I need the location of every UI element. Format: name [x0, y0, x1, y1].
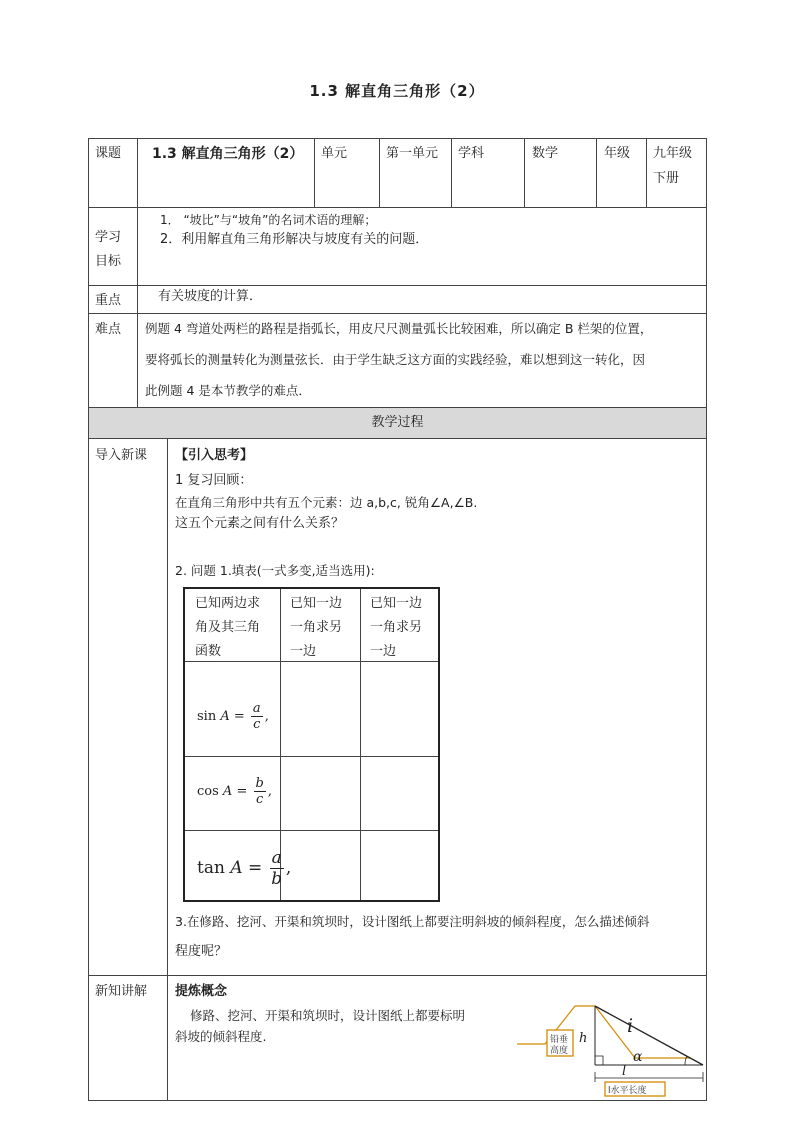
review-line-2: 这五个元素之间有什么关系？: [175, 516, 345, 531]
label-alpha: α: [633, 1049, 643, 1065]
formula-sin: sin A = $\frac{a}{c}$ ,: [197, 701, 269, 732]
col-line: [596, 138, 597, 207]
review-title: 1 复习回顾：: [175, 473, 253, 488]
row-line: [88, 975, 707, 976]
review-line-1: 在直角三角形中共有五个元素：边 a,b,c, 锐角∠A,∠B.: [175, 495, 478, 510]
label-h: h: [579, 1031, 588, 1046]
embankment-outline: [517, 1006, 690, 1058]
label-l: l: [622, 1064, 627, 1079]
table-header-3-line1: 已知一边: [370, 596, 423, 611]
goal-item-1: 1． “坡比”与“坡角”的名词术语的理解；: [160, 213, 377, 227]
topic-value: 1.3 解直角三角形（2）: [152, 146, 304, 162]
table-header-3-line3: 一边: [370, 644, 397, 659]
table-header-1-line2: 角及其三角: [195, 620, 261, 635]
table-border-top: [88, 138, 707, 139]
label-key-point: 重点: [95, 293, 122, 308]
formula-cos-fn: cos: [197, 784, 219, 799]
table-header-1-line1: 已知两边求: [195, 596, 261, 611]
key-point-text: 有关坡度的计算．: [158, 289, 263, 304]
grade-value-line1: 九年级: [653, 146, 693, 161]
label-subject: 学科: [458, 146, 485, 161]
col-line: [524, 138, 525, 207]
formula-tan-var: A: [230, 858, 243, 878]
process-header: 教学过程: [371, 415, 424, 430]
difficulty-line-1: 例题 4 弯道处两栏的路程是指弧长，用皮尺尺测量弧长比较困难，所以确定 B 栏架的位置，: [145, 321, 653, 336]
label-goals-2: 目标: [95, 254, 122, 269]
formula-cos-var: A: [222, 784, 233, 799]
table-header-2-line1: 已知一边: [290, 596, 343, 611]
label-new-knowledge: 新知讲解: [95, 984, 148, 999]
col-line: [451, 138, 452, 207]
subject-value: 数学: [532, 146, 559, 161]
inner-col-line: [360, 589, 361, 900]
table-header-2-line3: 一边: [290, 644, 317, 659]
inner-row-line: [185, 756, 438, 757]
formula-tan-num: a: [271, 848, 282, 868]
col-line: [137, 138, 138, 407]
table-header-3: [370, 592, 422, 664]
table-border-left: [88, 138, 89, 1101]
table-border-bottom: [88, 1100, 707, 1101]
page-title: 1.3 解直角三角形（2）: [309, 82, 485, 100]
slope-diagram: [515, 998, 705, 1098]
row-line: [88, 438, 707, 439]
inner-row-line: [185, 830, 438, 831]
col-line: [314, 138, 315, 207]
col-line: [167, 438, 168, 1100]
table-header-2-line2: 一角求另: [290, 620, 343, 635]
row-line: [88, 313, 707, 314]
label-difficulty: 难点: [95, 322, 122, 337]
table-header-1: [195, 592, 260, 664]
label-intro: 导入新课: [95, 448, 148, 463]
table-border-right: [706, 138, 707, 1101]
table-header-1-line3: 函数: [195, 644, 222, 659]
question-3-line-2: 程度呢？: [175, 944, 228, 959]
col-line: [379, 138, 380, 207]
question-3-line-1: 3.在修路、挖河、开渠和筑坝时，设计图纸上都要注明斜坡的倾斜程度，怎么描述倾斜: [175, 914, 650, 929]
formula-cos: cos A = $\frac{b}{c}$ ,: [197, 776, 272, 807]
table-header-3-line2: 一角求另: [370, 620, 423, 635]
fill-in-table: [183, 587, 440, 902]
label-grade: 年级: [604, 146, 631, 161]
formula-sin-var: A: [220, 709, 230, 724]
table-header-2: [290, 592, 342, 664]
formula-cos-den: c: [256, 792, 264, 807]
col-line: [646, 138, 647, 207]
difficulty-line-3: 此例题 4 是本节教学的难点．: [145, 383, 311, 398]
grade-value-line2: 下册: [653, 171, 680, 186]
right-angle-mark: [595, 1056, 603, 1065]
horizontal-length-label: l水平长度: [608, 1086, 647, 1096]
formula-sin-fn: sin: [197, 709, 217, 724]
formula-tan-den: b: [271, 869, 283, 889]
new-knowledge-line-2: 斜坡的倾斜程度.: [175, 1029, 267, 1044]
intro-heading: 【引入思考】: [175, 448, 254, 463]
formula-tan-fn: tan: [197, 858, 225, 878]
angle-arc: [685, 1056, 687, 1065]
difficulty-line-2: 要将弧长的测量转化为测量弦长．由于学生缺乏这方面的实践经验，难以想到这一转化，因: [145, 352, 646, 367]
label-unit: 单元: [321, 146, 348, 161]
new-knowledge-line-1: 修路、挖河、开渠和筑坝时，设计图纸上都要标明: [190, 1008, 466, 1023]
label-goals-1: 学习: [95, 230, 122, 245]
formula-cos-num: b: [255, 776, 264, 791]
formula-sin-num: a: [252, 701, 261, 716]
label-i: i: [627, 1015, 634, 1037]
question-1-title: 2. 问题 1.填表(一式多变,适当选用):: [175, 563, 375, 578]
unit-value: 第一单元: [386, 146, 439, 161]
vertical-height-label-1: 铅垂: [550, 1035, 569, 1045]
label-topic: 课题: [95, 146, 122, 161]
goal-item-2: 2．利用解直角三角形解决与坡度有关的问题．: [160, 232, 429, 247]
new-knowledge-heading: 提炼概念: [175, 984, 228, 999]
vertical-height-label-2: 高度: [550, 1046, 569, 1056]
formula-sin-den: c: [253, 717, 261, 732]
formula-tan: tan A = $\frac{a}{b}$ ,: [197, 848, 292, 889]
